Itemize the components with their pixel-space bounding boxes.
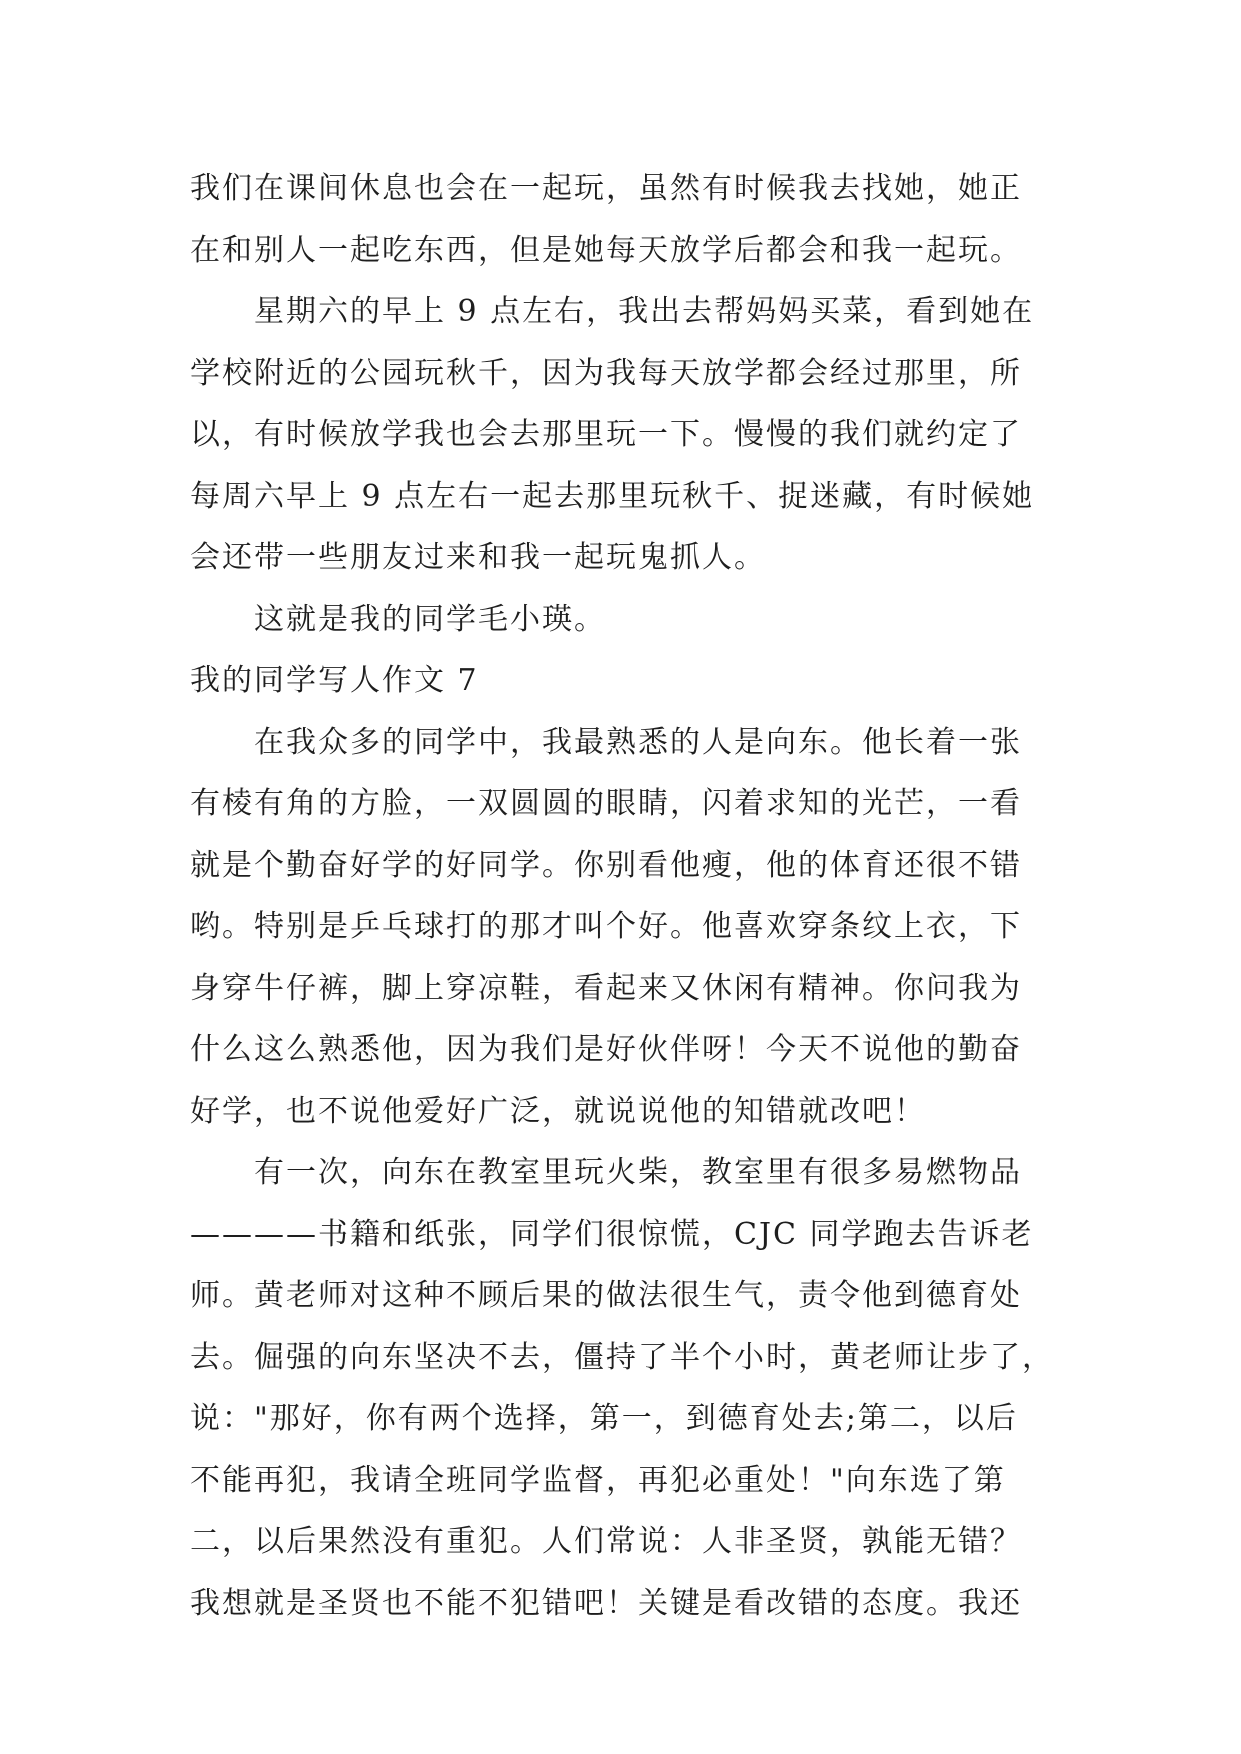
paragraph-start-line: 有一次，向东在教室里玩火柴，教室里有很多易燃物品: [254, 1155, 1022, 1190]
text-line: 在和别人一起吃东西，但是她每天放学后都会和我一起玩。: [190, 232, 1022, 268]
text-line: 每周六早上 9 点左右一起去那里玩秋千、捉迷藏，有时候她: [190, 478, 1035, 514]
text-line: 我们在课间休息也会在一起玩，虽然有时候我去找她，她正: [190, 171, 1022, 206]
text-line: 以，有时候放学我也会去那里玩一下。慢慢的我们就约定了: [190, 417, 1022, 452]
paragraph-start-line: 在我众多的同学中，我最熟悉的人是向东。他长着一张: [254, 724, 1022, 760]
text-line: 二，以后果然没有重犯。人们常说：人非圣贤，孰能无错？: [190, 1524, 1022, 1559]
text-line: 什么这么熟悉他，因为我们是好伙伴呀！今天不说他的勤奋: [190, 1032, 1022, 1067]
section-heading: 我的同学写人作文 7: [190, 663, 479, 698]
text-line: ————书籍和纸张，同学们很惊慌，CJC 同学跑去告诉老: [190, 1216, 1034, 1252]
text-line: 去。倔强的向东坚决不去，僵持了半个小时，黄老师让步了，: [190, 1339, 1054, 1375]
text-line: 会还带一些朋友过来和我一起玩鬼抓人。: [190, 540, 766, 575]
text-line: 身穿牛仔裤，脚上穿凉鞋，看起来又休闲有精神。你问我为: [190, 970, 1022, 1006]
text-line: 学校附近的公园玩秋千，因为我每天放学都会经过那里，所: [190, 355, 1022, 391]
text-line: 好学，也不说他爱好广泛，就说说他的知错就改吧！: [190, 1093, 926, 1129]
text-line: 就是个勤奋好学的好同学。你别看他瘦，他的体育还很不错: [190, 847, 1022, 883]
paragraph-start-line: 这就是我的同学毛小瑛。: [254, 601, 606, 637]
text-line: 有棱有角的方脸，一双圆圆的眼睛，闪着求知的光芒，一看: [190, 786, 1022, 821]
paragraph-start-line: 星期六的早上 9 点左右，我出去帮妈妈买菜，看到她在: [254, 294, 1035, 329]
essay-body: [190, 158, 1054, 1634]
text-line: 哟。特别是乒乓球打的那才叫个好。他喜欢穿条纹上衣，下: [190, 909, 1022, 944]
text-line: 师。黄老师对这种不顾后果的做法很生气，责令他到德育处: [190, 1278, 1022, 1313]
text-line: 我想就是圣贤也不能不犯错吧！关键是看改错的态度。我还: [190, 1585, 1022, 1621]
text-line: 说："那好，你有两个选择，第一，到德育处去;第二，以后: [190, 1401, 1018, 1436]
text-line: 不能再犯，我请全班同学监督，再犯必重处！"向东选了第: [190, 1462, 1006, 1498]
